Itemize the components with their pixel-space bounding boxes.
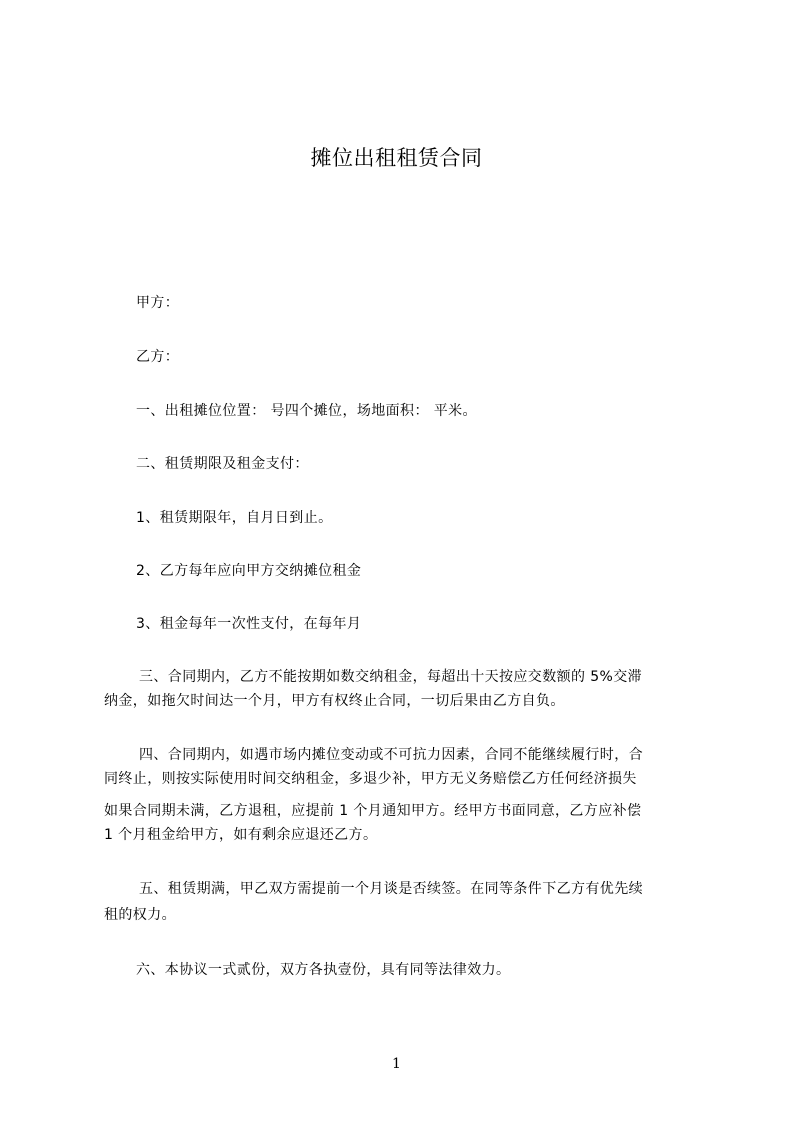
clause-5-line: 租的权力。 [104, 907, 176, 923]
page-number: 1 [392, 1056, 401, 1072]
party-a-line: 甲方： [136, 295, 180, 311]
clause-4-line: 如果合同期未满，乙方退租，应提前 1 个月通知甲方。经甲方书面同意，乙方应补偿 [104, 803, 642, 819]
clause-4-line: 四、合同期内，如遇市场内摊位变动或不可抗力因素，合同不能继续履行时，合 [139, 747, 643, 763]
clause-2-item-1: 1、租赁期限年，自月日到止。 [136, 510, 333, 526]
clause-4-line: 同终止，则按实际使用时间交纳租金，多退少补，甲方无义务赔偿乙方任何经济损失 [104, 771, 637, 787]
clause-5-line: 五、租赁期满，甲乙双方需提前一个月谈是否续签。在同等条件下乙方有优先续 [139, 881, 643, 897]
clause-2-item-2: 2、乙方每年应向甲方交纳摊位租金 [136, 563, 362, 579]
party-b-line: 乙方： [136, 349, 180, 365]
clause-3-line: 纳金，如拖欠时间达一个月，甲方有权终止合同，一切后果由乙方自负。 [104, 693, 565, 709]
clause-2-item-3: 3、租金每年一次性支付，在每年月 [136, 616, 362, 632]
clause-2-heading: 二、租赁期限及租金支付： [136, 456, 309, 472]
clause-1: 一、出租摊位位置： 号四个摊位，场地面积： 平米。 [136, 403, 477, 419]
document-title: 摊位出租租赁合同 [310, 146, 483, 170]
clause-4-line: 1 个月租金给甲方，如有剩余应退还乙方。 [104, 827, 378, 843]
clause-6: 六、本协议一式贰份，双方各执壹份，具有同等法律效力。 [136, 962, 511, 978]
clause-3-line: 三、合同期内，乙方不能按期如数交纳租金，每超出十天按应交数额的 5%交滞 [139, 669, 643, 685]
